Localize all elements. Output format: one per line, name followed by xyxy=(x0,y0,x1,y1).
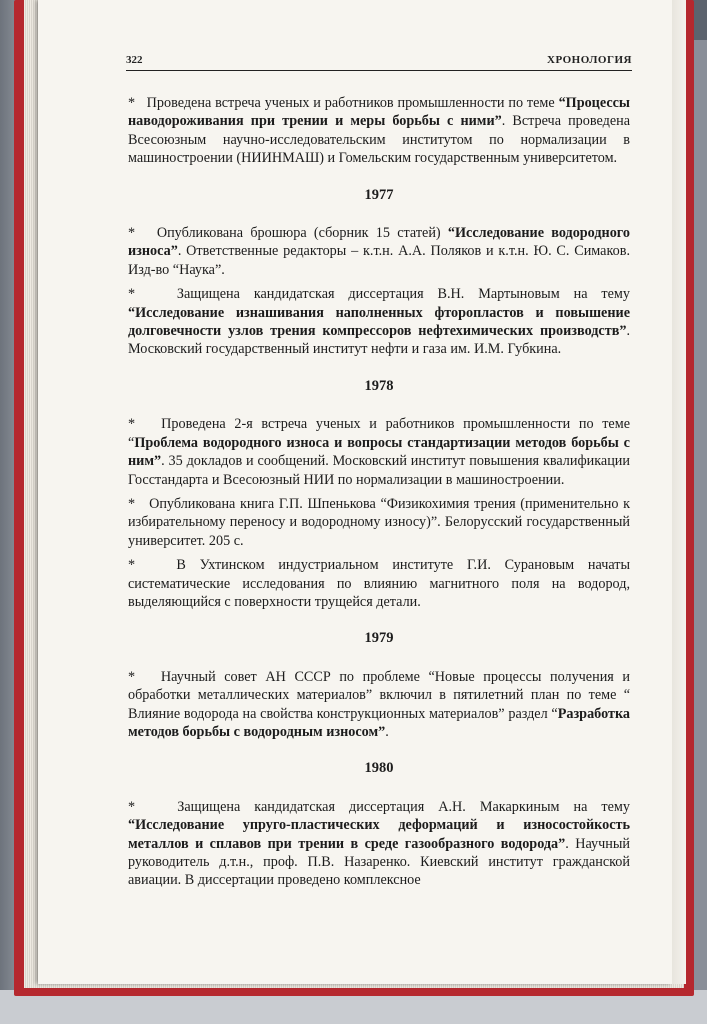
entry-1977-2: * Защищена кандидатская диссертация В.Н. Мартыновым на тему “Исследование изнашивания наполненных фторопластов и повышение долговечности узлов трения компрессоров нефтехимических производств”. Московский государственный институт нефти и газа им. И.М. Губкина. xyxy=(128,286,630,358)
bullet: * xyxy=(128,668,136,685)
entry-1980-1: * Защищена кандидатская диссертация А.Н. Макаркиным на тему “Исследование упруго-пластических деформаций и износостойкость металлов и сплавов при трении в среде газообразного водорода”. Научный руководитель д.т.н., проф. П.В. Назаренко. Киевский институт гражданской авиации. В диссертации проведено комплексное xyxy=(128,798,631,889)
page-number: 322 xyxy=(126,54,143,66)
running-header xyxy=(126,54,632,71)
year-heading-1979: 1979 xyxy=(364,630,394,647)
bullet: * xyxy=(128,286,136,303)
entry-1978-1: * Проведена 2-я встреча ученых и работников промышленности по теме “Проблема водородного износа и вопросы стандартизации методов борьбы с ним”. 35 докладов и сообщений. Московский институт повышения квалификации Госстандарта и Всесоюзный НИИ по нормализации в машиностроении. xyxy=(128,416,631,488)
entry-1979-1: * Научный совет АН СССР по проблеме “Новые процессы получения и обработки металлических материалов” включил в пятилетний план по теме “ Влияние водорода на свойства конструкционных материалов” раздел “Разработка методов борьбы с водородным износом”. xyxy=(128,668,631,740)
bullet: * xyxy=(128,495,136,512)
bullet: * xyxy=(128,416,136,433)
entry-intro: * Проведена встреча ученых и работников промышленности по теме “Процессы наводороживания при трении и меры борьбы с ними”. Встреча проведена Всесоюзным научно-исследовательским институтом по нормализации в машиностроении (НИИНМАШ) и Гомельским государственным университетом. xyxy=(128,95,631,167)
bullet: * xyxy=(128,95,136,111)
year-heading-1980: 1980 xyxy=(364,760,394,777)
page-content xyxy=(128,94,630,896)
entry-1978-3: * В Ухтинском индустриальном институте Г.И. Сурановым начаты систематические исследования по влиянию магнитного поля на водород, выделяющийся с поверхности трущейся детали. xyxy=(128,557,630,610)
bullet: * xyxy=(128,225,136,242)
running-title: ХРОНОЛОГИЯ xyxy=(547,54,632,66)
bullet: * xyxy=(128,557,136,574)
year-heading-1977: 1977 xyxy=(364,186,394,203)
entry-1978-2: * Опубликована книга Г.П. Шпенькова “Физикохимия трения (применительно к избирательному переносу и водородному износу)”. Белорусский государственный университет. 205 с. xyxy=(128,495,631,549)
bullet: * xyxy=(128,798,136,815)
entry-1977-1: * Опубликована брошюра (сборник 15 статей) “Исследование водородного износа”. Ответственные редакторы – к.т.н. А.А. Поляков и к.т.н. Ю. С. Симаков. Изд-во “Наука”. xyxy=(128,225,630,278)
page-right-fold xyxy=(672,0,686,984)
year-heading-1978: 1978 xyxy=(364,377,394,394)
